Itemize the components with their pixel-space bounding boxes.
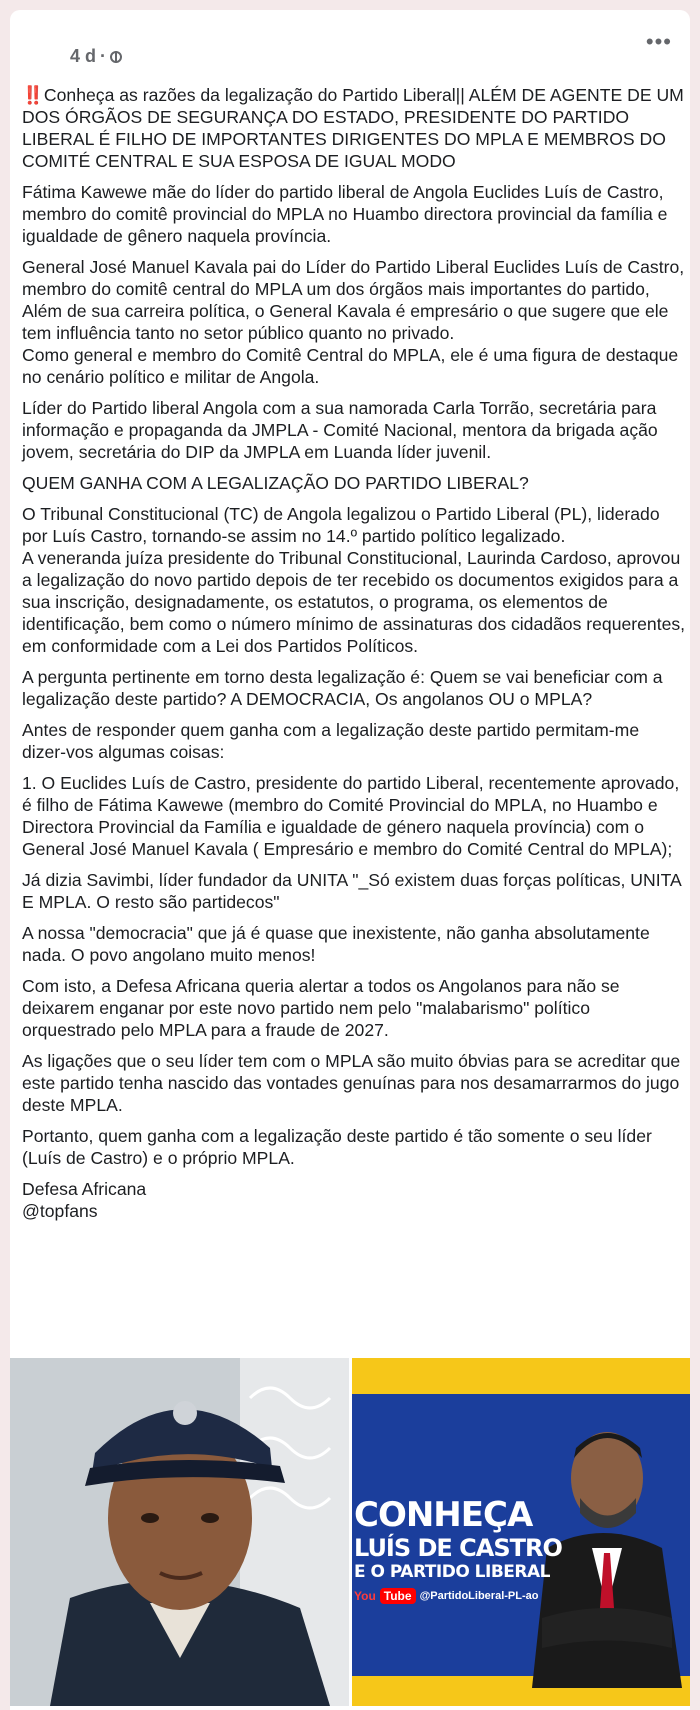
portrait-illustration <box>10 1358 349 1706</box>
paragraph-4: QUEM GANHA COM A LEGALIZAÇÃO DO PARTIDO LIBERAL? <box>22 473 529 493</box>
banner-line-2: LUÍS DE CASTRO <box>354 1534 562 1562</box>
post-title-text: Conheça as razões da legalização do Partido Liberal|| ALÉM DE AGENTE DE UM DOS ÓRGÃOS DE SEGURANÇA DO ESTADO, PRESIDENTE DO PARTIDO LIBERAL É FILHO DE IMPORTANTES DIRIGENTES DO MPLA E MEMBROS DO COMITÉ CENTRAL E SUA ESPOSA DE IGUAL MODO <box>22 85 684 171</box>
photo-campaign-banner[interactable] <box>352 1358 690 1706</box>
paragraph-6: A pergunta pertinente em torno desta legalização é: Quem se vai beneficiar com a legalização deste partido? A DEMOCRACIA, Os angolanos OU o MPLA? <box>22 667 663 709</box>
post-meta <box>70 46 122 67</box>
meta-separator: · <box>100 46 107 66</box>
post-text <box>22 84 686 1231</box>
banner-line-1: CONHEÇA <box>354 1495 533 1535</box>
youtube-you: You <box>354 1589 376 1603</box>
post-card <box>10 10 690 1710</box>
globe-icon <box>110 51 122 63</box>
paragraph-3: Líder do Partido liberal Angola com a sua namorada Carla Torrão, secretária para informação e propaganda da JMPLA - Comité Nacional, mentora da brigada ação jovem, secretária do DIP da JMPLA em Luanda líder juvenil. <box>22 398 658 462</box>
post-time[interactable]: 4 d <box>70 46 97 66</box>
paragraph-11: Com isto, a Defesa Africana queria alertar a todos os Angolanos para não se deixarem enganar por este novo partido nem pelo "malabarismo" político orquestrado pelo MPLA para a fraude de 2027. <box>22 976 620 1040</box>
paragraph-5: O Tribunal Constitucional (TC) de Angola legalizou o Partido Liberal (PL), liderado por Luís Castro, tornando-se assim no 14.º partido político legalizado. A veneranda juíza presidente do Tribunal Constitucional, Laurinda Cardoso, aprovou a legalização do novo partido depois de ter recebido os documentos exigidos para a sua inscrição, designadamente, os estatutos, o programa, os elementos de identificação, bem como o número mínimo de assinaturas dos cidadãos requerentes, em conformidade com a Lei dos Partidos Políticos. <box>22 504 686 656</box>
paragraph-2: General José Manuel Kavala pai do Líder do Partido Liberal Euclides Luís de Castro, membro do comitê central do MPLA um dos órgãos mais importantes do partido, Além de sua carreira política, o General Kavala é empresário o que sugere que ele tem influência tanto no setor público quanto no privado. Como general e membro do Comitê Central do MPLA, ele é uma figura de destaque no cenário político e militar de Angola. <box>22 257 685 387</box>
paragraph-12: As ligações que o seu líder tem com o MPLA são muito óbvias para se acreditar que este partido tenha nascido das vontades genuínas para nos desamarrarmos do jugo deste MPLA. <box>22 1051 681 1115</box>
photo-grid <box>10 1358 690 1708</box>
paragraph-7: Antes de responder quem ganha com a legalização deste partido permitam-me dizer-vos algumas coisas: <box>22 720 640 762</box>
post-title <box>22 84 686 172</box>
post-signature: Defesa Africana @topfans <box>22 1179 147 1221</box>
paragraph-8: 1. O Euclides Luís de Castro, presidente do partido Liberal, recentemente aprovado, é filho de Fátima Kawewe (membro do Comité Provincial do MPLA, no Huambo e Directora Provincial da Família e igualdade de género naquela província) com o General José Manuel Kavala ( Empresário e membro do Comité Central do MPLA); <box>22 773 680 859</box>
paragraph-1: Fátima Kawewe mãe do líder do partido liberal de Angola Euclides Luís de Castro, membro do comitê provincial do MPLA no Huambo directora provincial da família e igualdade de gênero naquela província. <box>22 182 668 246</box>
youtube-channel: @PartidoLiberal-PL-ao <box>419 1590 539 1602</box>
paragraph-10: A nossa "democracia" que já é quase que inexistente, não ganha absolutamente nada. O povo angolano muito menos! <box>22 923 650 965</box>
double-exclamation-icon: ‼️ <box>22 85 44 105</box>
banner-line-3: E O PARTIDO LIBERAL <box>354 1562 550 1582</box>
paragraph-9: Já dizia Savimbi, líder fundador da UNITA "_Só existem duas forças políticas, UNITA E MPLA. O resto são partidecos" <box>22 870 681 912</box>
youtube-handle <box>354 1588 538 1604</box>
banner-headline <box>354 1496 562 1582</box>
youtube-icon: Tube <box>380 1588 416 1604</box>
paragraph-13: Portanto, quem ganha com a legalização deste partido é tão somente o seu líder (Luís de Castro) e o próprio MPLA. <box>22 1126 652 1168</box>
more-icon: ••• <box>645 29 672 54</box>
photo-man-in-cap[interactable] <box>10 1358 349 1706</box>
more-options-button[interactable] <box>645 29 672 54</box>
